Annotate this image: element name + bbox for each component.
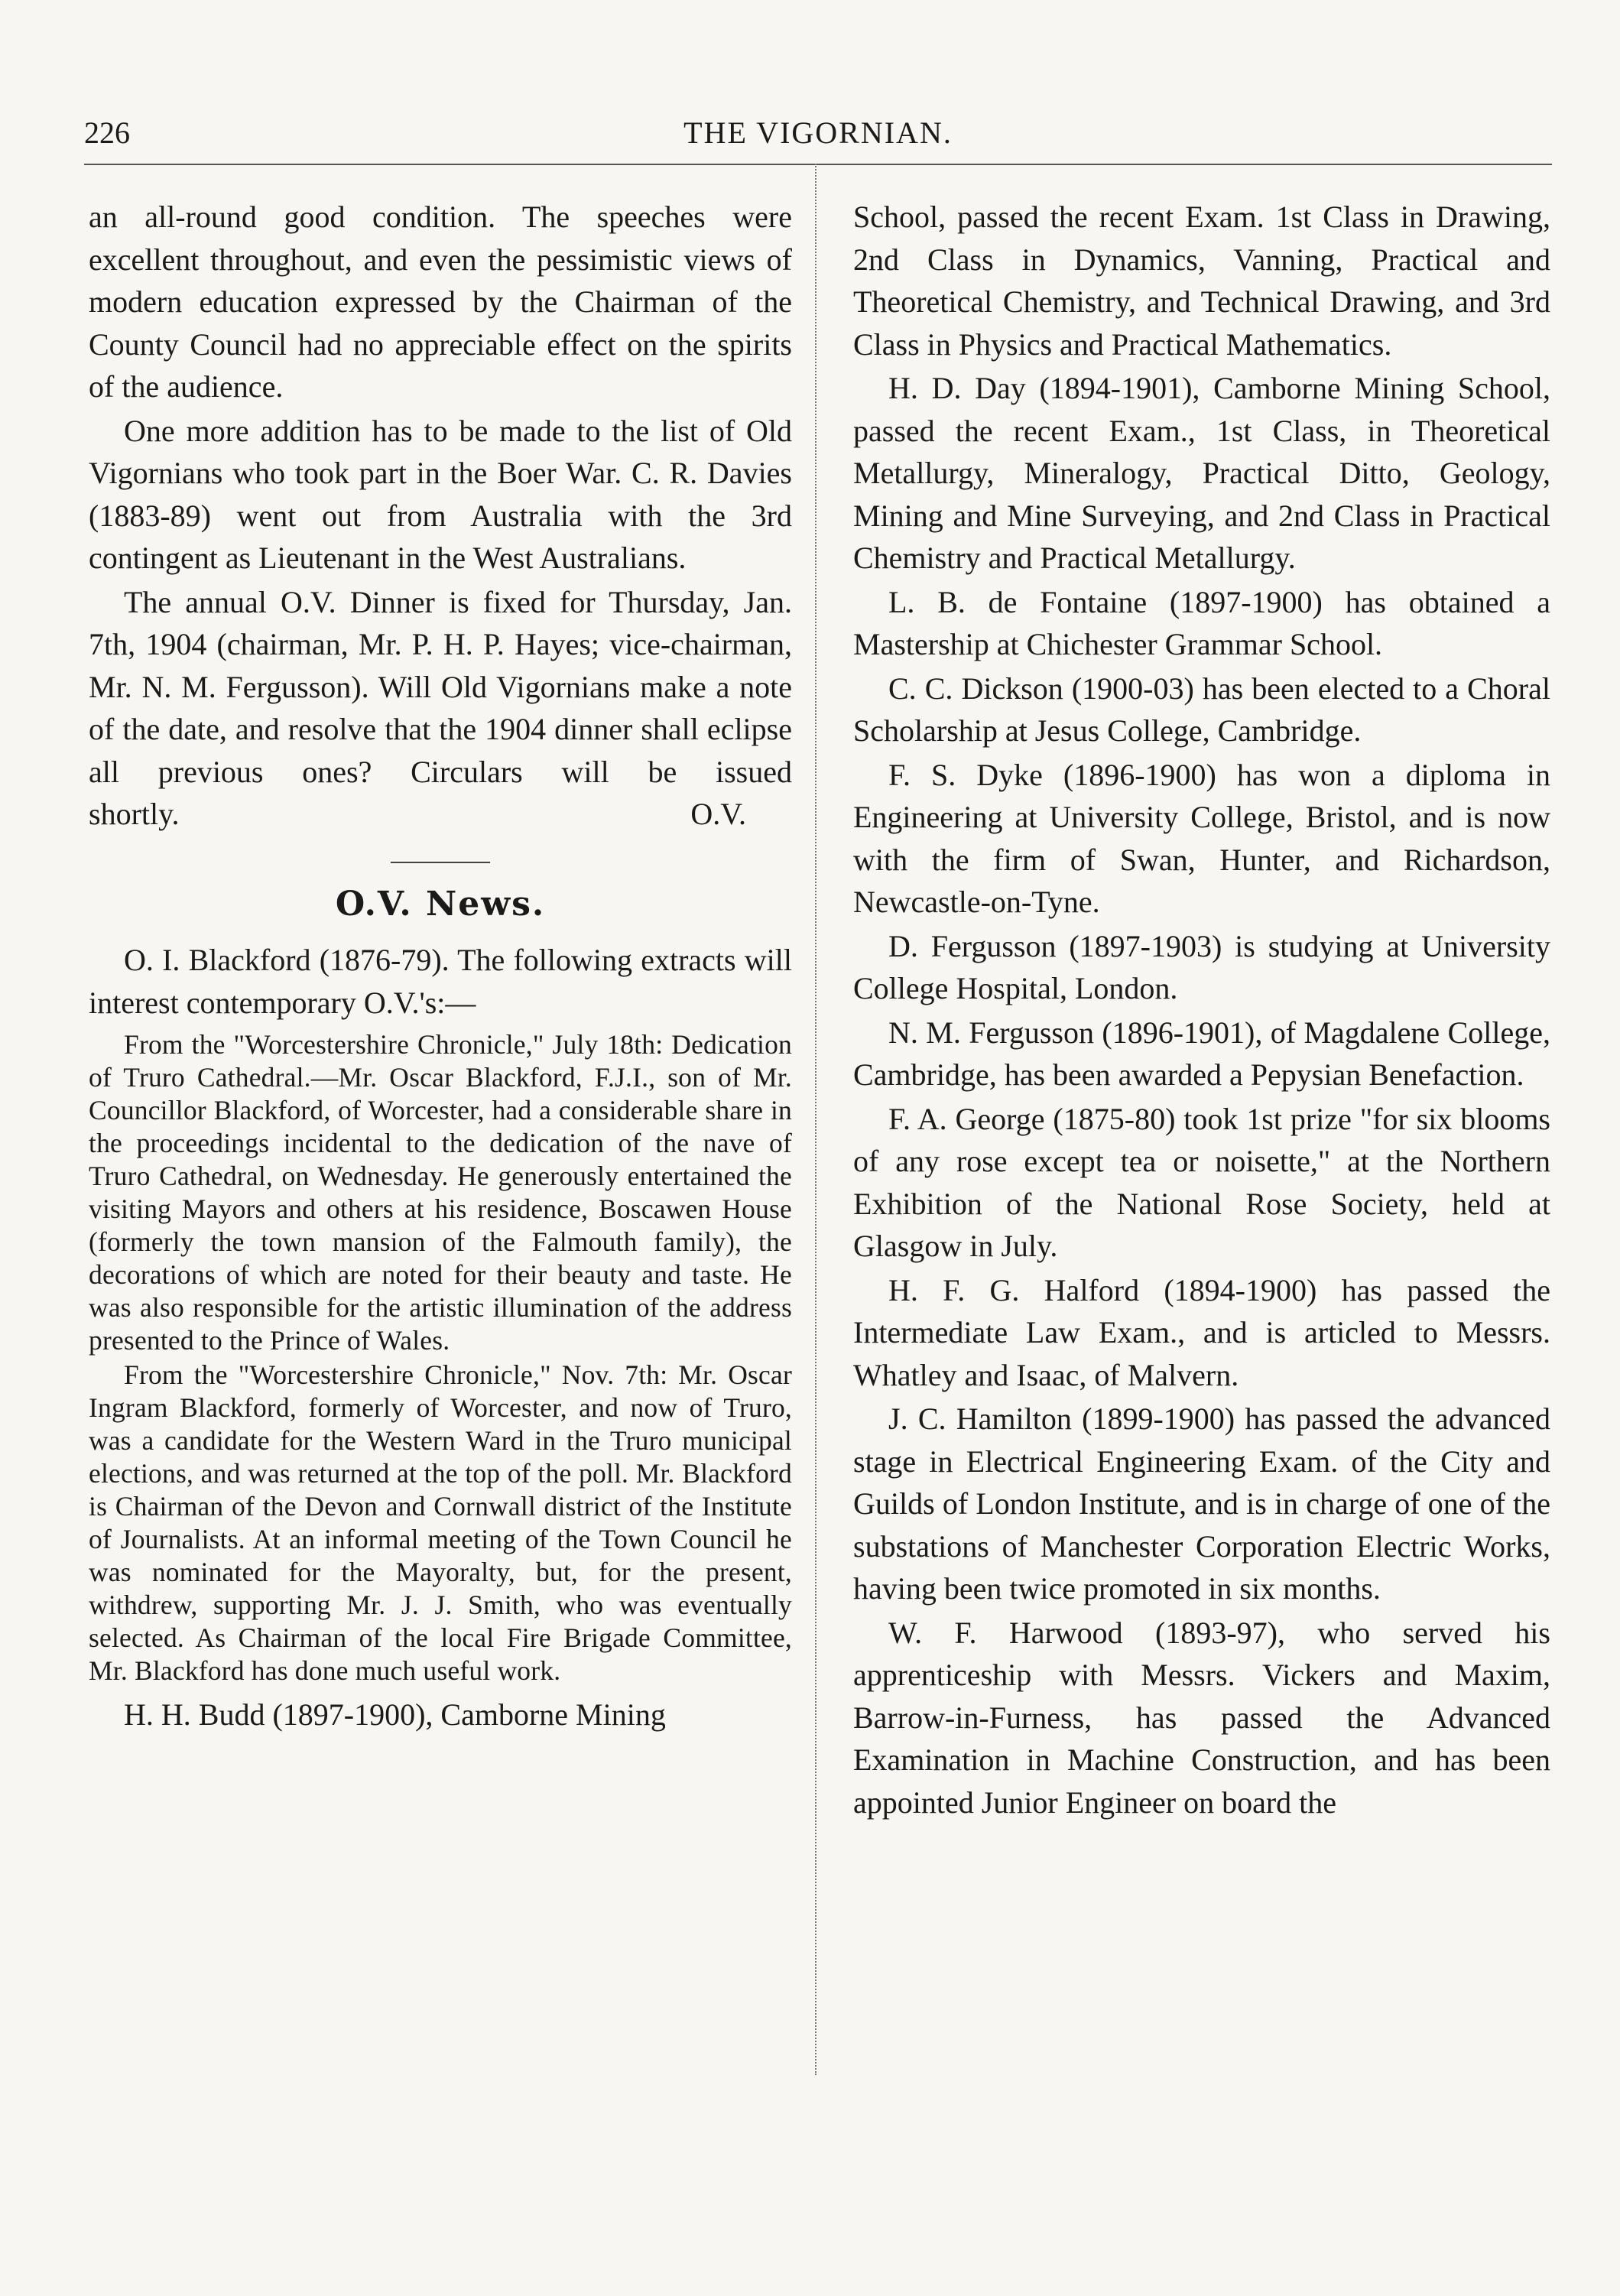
paragraph: J. C. Hamilton (1899-1900) has passed the advanced stage in Electrical Engineering Exam. of the City and Guilds of London Institute, and is in charge of one of the substations of Manchester Corporation Electric Works, having been twice promoted in six months.: [853, 1401, 1550, 1606]
paragraph: F. S. Dyke (1896-1900) has won a diploma in Engineering at University College, Bristol, and is now with the firm of Swan, Hunter, and Richardson, Newcastle-on-Tyne.: [853, 757, 1550, 919]
paragraph: F. A. George (1875-80) took 1st prize "for six blooms of any rose except tea or noisette," at the Northern Exhibition of the National Rose Society, held at Glasgow in July.: [853, 1101, 1550, 1263]
paragraph: an all-round good condition. The speeches were excellent throughout, and even the pessimistic views of modern education expressed by the Chairman of the County Council had no appreciable effect on the spirits of the audience.: [89, 200, 792, 404]
paragraph: School, passed the recent Exam. 1st Class in Drawing, 2nd Class in Dynamics, Vanning, Practical and Theoretical Chemistry, and Technical Drawing, and 3rd Class in Physics and Practical Mathematics.: [853, 200, 1550, 362]
paragraph: H. H. Budd (1897-1900), Camborne Mining: [124, 1697, 666, 1732]
paragraph: N. M. Fergusson (1896-1901), of Magdalene College, Cambridge, has been awarded a Pepysian Benefaction.: [853, 1015, 1550, 1092]
paragraph: C. C. Dickson (1900-03) has been elected to a Choral Scholarship at Jesus College, Cambridge.: [853, 671, 1550, 748]
paragraph: W. F. Harwood (1893-97), who served his apprenticeship with Messrs. Vickers and Maxim, Barrow-in-Furness, has passed the Advanced Examination in Machine Construction, and has been appointed Junior Engineer on board the: [853, 1615, 1550, 1820]
page-header: [84, 115, 1552, 161]
column-divider: [815, 164, 816, 2075]
paragraph: O. I. Blackford (1876-79). The following extracts will interest contemporary O.V.'s:—: [89, 943, 792, 1020]
quoted-extract: From the "Worcestershire Chronicle," July 18th: Dedication of Truro Cathedral.—Mr. Oscar Blackford, F.J.I., son of Mr. Councillor Blackford, of Worcester, had a considerable share in the proceedings incidental to the dedication of the nave of Truro Cathedral, on Wednesday. He generously entertained the visiting Mayors and others at his residence, Boscawen House (formerly the town mansion of the Falmouth family), the decorations of which are noted for their beauty and taste. He was also responsible for the artistic illumination of the address presented to the Prince of Wales.: [89, 1029, 792, 1356]
right-column: [853, 196, 1550, 1823]
paragraph: One more addition has to be made to the list of Old Vigornians who took part in the Boer War. C. R. Davies (1883-89) went out from Australia with the 3rd contingent as Lieutenant in the West Australians.: [89, 413, 792, 575]
paragraph: The annual O.V. Dinner is fixed for Thursday, Jan. 7th, 1904 (chairman, Mr. P. H. P. Hayes; vice-chairman, Mr. N. M. Fergusson). Will Old Vigornians make a note of the date, and resolve that the 1904 dinner shall eclipse all previous ones? Circulars will be issued: [89, 584, 792, 789]
quoted-extract: From the "Worcestershire Chronicle," Nov. 7th: Mr. Oscar Ingram Blackford, formerly of Worcester, and now of Truro, was a candidate for the Western Ward in the Truro municipal elections, and was returned at the top of the poll. Mr. Blackford is Chairman of the Devon and Cornwall district of the Institute of Journalists. At an informal meeting of the Town Council he was nominated for the Mayoralty, but, for the present, withdrew, supporting Mr. J. J. Smith, who was eventually selected. As Chairman of the local Fire Brigade Committee, Mr. Blackford has done much useful work.: [89, 1359, 792, 1686]
left-column: [89, 196, 792, 1736]
paragraph: H. F. G. Halford (1894-1900) has passed the Intermediate Law Exam., and is articled to Messrs. Whatley and Isaac, of Malvern.: [853, 1272, 1550, 1392]
header-rule: [84, 164, 1552, 165]
signature: O.V.: [690, 797, 746, 831]
paragraph: H. D. Day (1894-1901), Camborne Mining School, passed the recent Exam., 1st Class, in Theoretical Metallurgy, Mineralogy, Practical Ditto, Geology, Mining and Mine Surveying, and 2nd Class in Practical Chemistry and Practical Metallurgy.: [853, 371, 1550, 575]
section-title: O.V. News.: [335, 884, 546, 924]
signature-row: [89, 793, 792, 836]
section-divider: [391, 862, 490, 863]
paragraph: D. Fergusson (1897-1903) is studying at University College Hospital, London.: [853, 928, 1550, 1005]
running-title: THE VIGORNIAN.: [683, 115, 953, 150]
paragraph-end: shortly.: [89, 797, 180, 831]
paragraph: L. B. de Fontaine (1897-1900) has obtained a Mastership at Chichester Grammar School.: [853, 584, 1550, 661]
page-number: 226: [84, 115, 130, 150]
